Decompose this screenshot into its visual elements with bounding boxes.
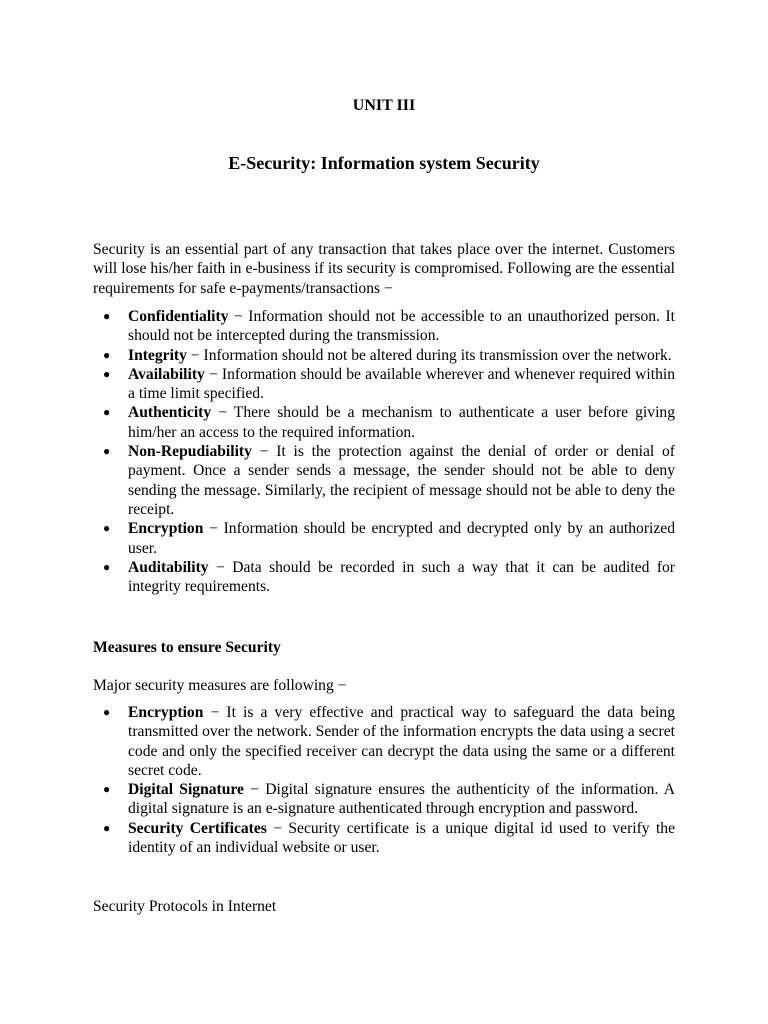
bullet-icon: ●: [103, 559, 111, 574]
term-label: Digital Signature: [128, 781, 244, 799]
protocols-heading: Security Protocols in Internet: [93, 898, 277, 915]
list-item: [93, 780, 675, 819]
bullet-icon: ●: [103, 347, 111, 362]
term-label: Security Certificates: [128, 819, 267, 837]
term-description: − There should be a mechanism to authenticate a user before giving him/her an access to the required information.: [128, 404, 675, 441]
bullet-icon: ●: [103, 405, 111, 420]
term-description: − Information should be encrypted and decrypted only by an authorized user.: [128, 520, 675, 557]
term-description: − Information should not be altered during its transmission over the network.: [186, 346, 672, 364]
term-description: − Digital signature ensures the authenticity of the information. A digital signature is an e-signature authenticated through encryption and password.: [128, 781, 675, 818]
bullet-icon: ●: [103, 820, 111, 835]
term-label: Confidentiality: [128, 308, 229, 325]
term-description: − It is a very effective and practical way to safeguard the data being transmitted over the network. Sender of the information encrypts the data using a secret code and only the specified receiver can decrypt the data using the same or a different secret code.: [128, 704, 675, 779]
term-description: − Information should not be accessible to an unauthorized person. It should not be intercepted during the transmission.: [128, 308, 675, 345]
list-item: [93, 307, 675, 346]
bullet-icon: ●: [103, 309, 111, 323]
measures-heading: Measures to ensure Security: [93, 639, 281, 656]
bullet-icon: ●: [103, 705, 111, 719]
list-item: [93, 346, 675, 365]
requirements-list: [93, 307, 675, 596]
term-label: Integrity: [128, 346, 187, 364]
bullet-icon: ●: [103, 782, 111, 797]
bullet-icon: ●: [103, 521, 111, 536]
page-title: E-Security: Information system Security: [228, 153, 540, 173]
term-label: Encryption: [128, 520, 204, 538]
term-label: Encryption: [128, 704, 204, 721]
term-label: Authenticity: [128, 404, 212, 422]
term-description: − It is the protection against the denial of order or denial of payment. Once a sender sends a message, the sender should not be able to deny sending the message. Similarly, the recipient of message should not be able to deny the receipt.: [128, 443, 675, 518]
list-item: [93, 703, 675, 780]
measures-list: [93, 703, 675, 857]
measures-lead: Major security measures are following −: [93, 677, 347, 694]
list-item: [93, 442, 675, 519]
list-item: [93, 403, 675, 442]
list-item: [93, 519, 675, 558]
intro-paragraph: Security is an essential part of any transaction that takes place over the internet. Customers will lose his/her faith in e-business if its security is compromised. Following are the essential requirements for safe e-payments/transactions −: [93, 241, 675, 297]
list-item: [93, 819, 675, 858]
term-label: Non-Repudiability: [128, 443, 252, 461]
term-description: − Data should be recorded in such a way that it can be audited for integrity requirements.: [128, 558, 675, 596]
unit-heading: UNIT III: [352, 97, 416, 114]
term-description: − Information should be available wherever and whenever required within a time limit specified.: [128, 365, 675, 403]
term-label: Availability: [128, 365, 205, 383]
term-label: Auditability: [128, 558, 209, 576]
list-item: [93, 365, 675, 404]
bullet-icon: ●: [103, 366, 111, 381]
term-description: − Security certificate is a unique digital id used to verify the identity of an individual website or user.: [128, 819, 675, 857]
list-item: [93, 558, 675, 597]
bullet-icon: ●: [103, 444, 111, 459]
